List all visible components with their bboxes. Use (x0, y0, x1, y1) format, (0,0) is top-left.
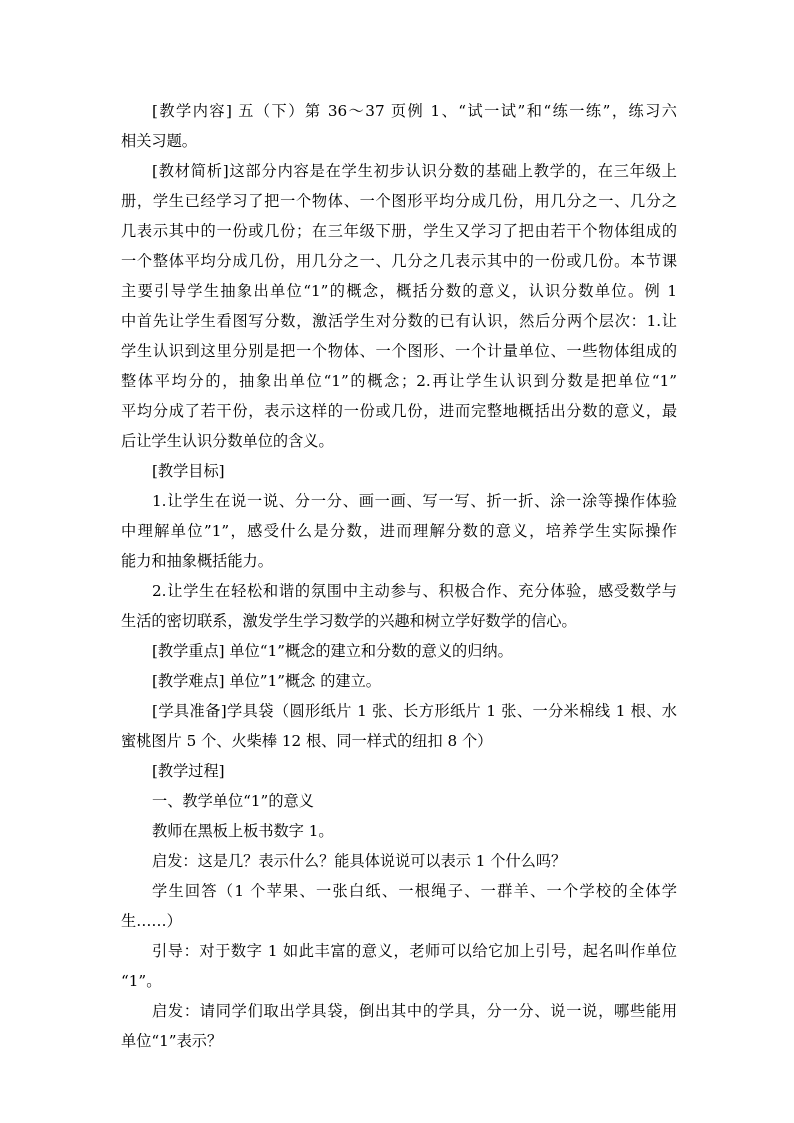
textbook-analysis-line-7: 学生认识到这里分别是把一个物体、一个图形、一个计量单位、一些物体组成的 (121, 342, 677, 360)
textbook-analysis-line-8: 整体平均分的，抽象出单位“1”的概念；2.再让学生认识到分数是把单位“1” (121, 372, 677, 390)
process-step-question: 启发：这是几？表示什么？能具体说说可以表示 1 个什么吗？ (152, 852, 567, 870)
process-activity-line-2: 单位“1”表示？ (121, 1032, 223, 1050)
materials-line-2: 蜜桃图片 5 个、火柴棒 12 根、同一样式的纽扣 8 个） (121, 732, 493, 750)
textbook-analysis-line-5: 主要引导学生抽象出单位“1”的概念，概括分数的意义，认识分数单位。例 1 (121, 282, 677, 300)
textbook-analysis-line-2: 册，学生已经学习了把一个物体、一个图形平均分成几份，用几分之一、几分之 (121, 192, 677, 210)
teaching-content-line-2: 相关习题。 (121, 132, 197, 150)
materials-line-1: [学具准备]学具袋（圆形纸片 1 张、长方形纸片 1 张、一分米棉线 1 根、水 (152, 702, 677, 720)
goal-1-line-1: 1.让学生在说一说、分一分、画一画、写一写、折一折、涂一涂等操作体验 (152, 492, 677, 510)
teaching-content-line-1: [教学内容] 五（下）第 36～37 页例 1、“试一试”和“练一练”，练习六 (152, 102, 677, 120)
process-guide-line-1: 引导：对于数字 1 如此丰富的意义，老师可以给它加上引号，起名叫作单位 (152, 942, 677, 960)
process-step-blackboard: 教师在黑板上板书数字 1。 (152, 822, 334, 840)
textbook-analysis-line-4: 一个整体平均分成几份，用几分之一、几分之几表示其中的一份或几份。本节课 (121, 252, 677, 270)
process-student-answer-line-1: 学生回答（1 个苹果、一张白纸、一根绳子、一群羊、一个学校的全体学 (152, 882, 677, 900)
goal-2-line-1: 2.让学生在轻松和谐的氛围中主动参与、积极合作、充分体验，感受数学与 (152, 582, 677, 600)
teaching-difficulty: [教学难点] 单位”1”概念 的建立。 (152, 672, 381, 690)
process-section-1-title: 一、教学单位“1”的意义 (152, 792, 314, 810)
process-guide-line-2: “1”。 (121, 972, 162, 990)
textbook-analysis-line-3: 几表示其中的一份或几份；在三年级下册，学生又学习了把由若干个物体组成的 (121, 222, 677, 240)
document-body (121, 96, 677, 1056)
textbook-analysis-line-9: 平均分成了若干份，表示这样的一份或几份，进而完整地概括出分数的意义，最 (121, 402, 677, 420)
goal-1-line-2: 中理解单位”1”，感受什么是分数，进而理解分数的意义，培养学生实际操作 (121, 522, 677, 540)
textbook-analysis-line-10: 后让学生认识分数单位的含义。 (121, 432, 334, 450)
textbook-analysis-line-6: 中首先让学生看图写分数，激活学生对分数的已有认识，然后分两个层次：1.让 (121, 312, 677, 330)
textbook-analysis-line-1: [教材简析]这部分内容是在学生初步认识分数的基础上教学的，在三年级上 (152, 162, 677, 180)
process-activity-line-1: 启发：请同学们取出学具袋，倒出其中的学具，分一分、说一说，哪些能用 (152, 1002, 677, 1020)
goal-1-line-3: 能力和抽象概括能力。 (121, 552, 273, 570)
teaching-key-point: [教学重点] 单位“1”概念的建立和分数的意义的归纳。 (152, 642, 513, 660)
teaching-process-heading: [教学过程] (152, 762, 225, 780)
goal-2-line-2: 生活的密切联系，激发学生学习数学的兴趣和树立学好数学的信心。 (121, 612, 577, 630)
teaching-goals-heading: [教学目标] (152, 462, 225, 480)
process-student-answer-line-2: 生……） (121, 912, 182, 930)
